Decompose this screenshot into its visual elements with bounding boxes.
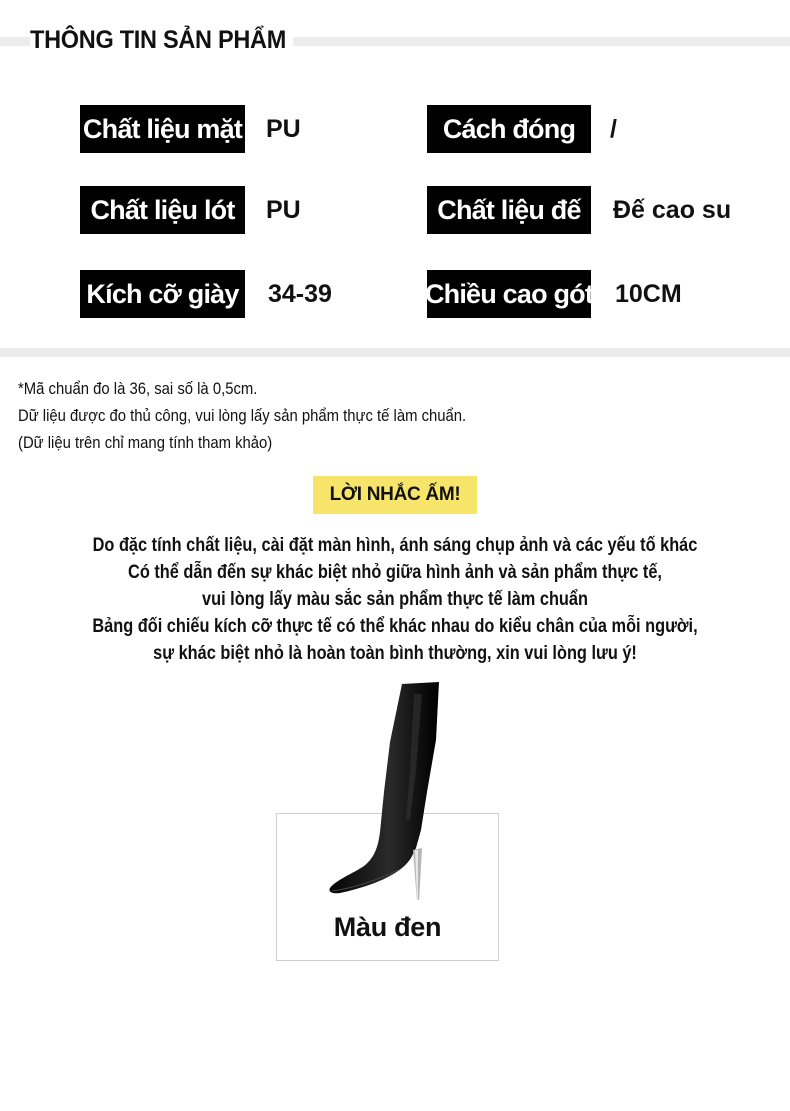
note-line: (Dữ liệu trên chỉ mang tính tham khảo) (18, 434, 273, 452)
section-divider (0, 348, 790, 357)
reminder-line: Do đặc tính chất liệu, cài đặt màn hình, ánh sáng chụp ảnh và các yếu tố khác (92, 535, 698, 556)
reminder-line: Bảng đối chiếu kích cỡ thực tế có thể khác nhau do kiểu chân của mỗi người, (92, 616, 698, 637)
spec-value-lining-material: PU (266, 195, 301, 224)
spec-label-closure: Cách đóng (427, 105, 591, 153)
spec-value-surface-material: PU (266, 114, 301, 143)
spec-value-shoe-size: 34-39 (268, 279, 332, 308)
spec-label-heel-height: Chiều cao gót (427, 270, 591, 318)
note-line: Dữ liệu được đo thủ công, vui lòng lấy sản phẩm thực tế làm chuẩn. (18, 407, 467, 425)
reminder-text (0, 532, 790, 667)
spec-value-heel-height: 10CM (615, 279, 682, 308)
reminder-line: sự khác biệt nhỏ là hoàn toàn bình thường, xin vui lòng lưu ý! (153, 643, 637, 664)
reminder-line: Có thể dẫn đến sự khác biệt nhỏ giữa hình ảnh và sản phẩm thực tế, (128, 562, 662, 583)
spec-label-lining-material: Chất liệu lót (80, 186, 245, 234)
spec-label-sole-material: Chất liệu đế (427, 186, 591, 234)
reminder-line: vui lòng lấy màu sắc sản phẩm thực tế làm chuẩn (202, 589, 588, 610)
color-name-label: Màu đen (333, 912, 442, 942)
spec-value-closure: / (610, 114, 617, 143)
boot-image (318, 680, 448, 900)
spec-label-shoe-size: Kích cỡ giày (80, 270, 245, 318)
note-line: *Mã chuẩn đo là 36, sai số là 0,5cm. (18, 380, 258, 398)
reminder-badge: LỜI NHẮC ẤM! (313, 476, 477, 514)
section-title: THÔNG TIN SẢN PHẨM (30, 22, 294, 58)
spec-label-surface-material: Chất liệu mặt (80, 105, 245, 153)
measurement-notes (18, 376, 466, 457)
spec-value-sole-material: Đế cao su (613, 195, 732, 224)
